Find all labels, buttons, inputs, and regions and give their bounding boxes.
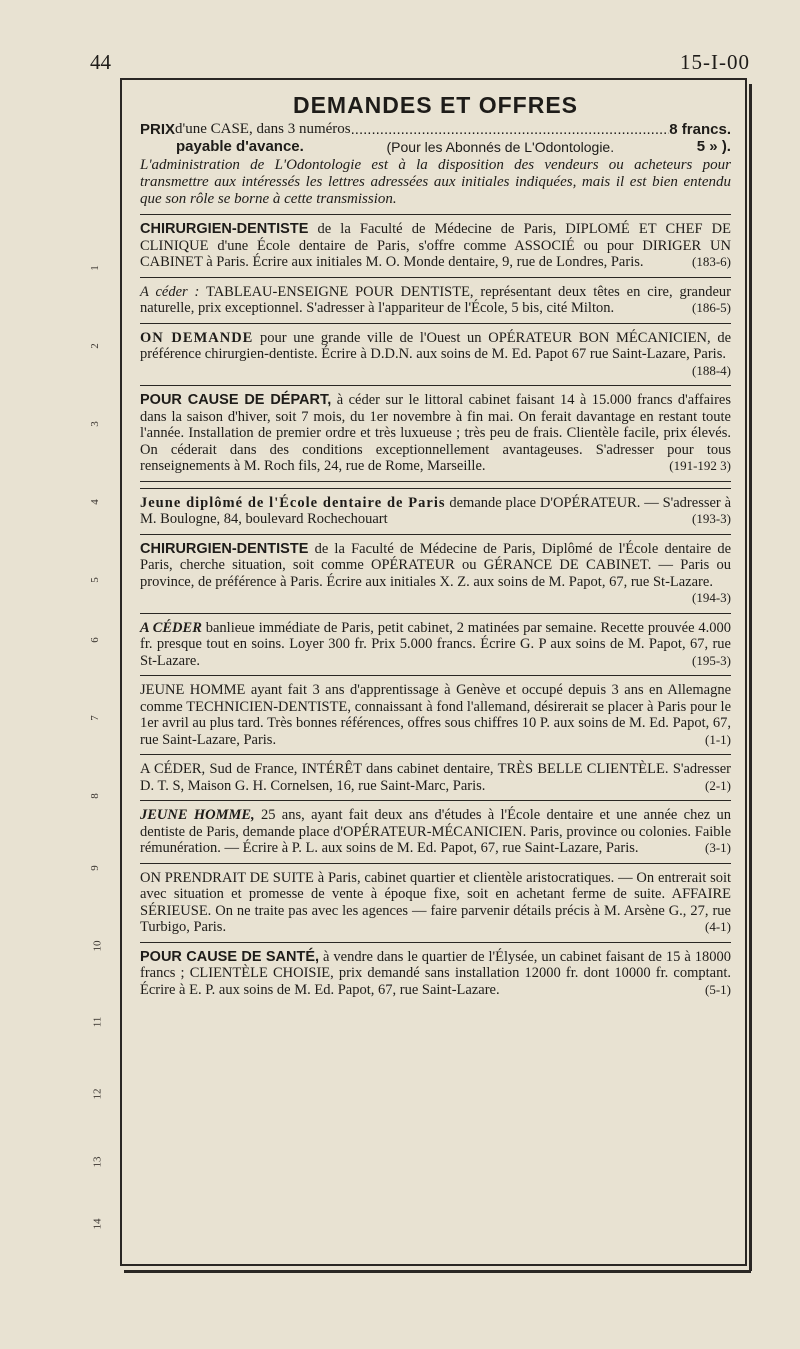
- ad-text: 25 ans, ayant fait deux ans d'études à l'École dentaire et une année chez un dentiste de Paris, demande place d'OPÉRATEUR-MÉCANICIEN. Paris, province ou colonies. Faible rémunération. — Écrire à P. L. aux soins de M. Ed. Papot, 67, rue Saint-Lazare, Paris.: [140, 807, 731, 856]
- ad-reference: (2-1): [705, 777, 731, 793]
- margin-number: 8: [88, 793, 101, 799]
- ad-lead: JEUNE HOMME,: [140, 807, 255, 823]
- margin-number: 11: [91, 1016, 104, 1028]
- price-label: PRIX: [140, 121, 176, 138]
- ad-reference: (195-3): [692, 652, 731, 668]
- ad-lead: CHIRURGIEN-DENTISTE: [140, 221, 309, 237]
- ad-text: ayant fait 3 ans d'apprentissage à Genève et occupé depuis 3 ans en Allemagne comme TECHNICIEN-DENTISTE, connaissant à fond l'allemand, désirerait se placer à Paris pour le 1er avril au plus tard. Très bonnes références, offres sous chiffres 10 P. aux soins de M. Ed. Papot, 67, rue Saint-Lazare, Paris.: [140, 682, 732, 748]
- subscriber-price-line: [140, 138, 731, 156]
- divider: [140, 675, 731, 676]
- frame-shadow: [124, 1270, 751, 1273]
- ad-text: Sud de France, INTÉRÊT dans cabinet dentaire, TRÈS BELLE CLIENTÈLE. S'adresser D. T. S, Maison G. H. Cornelsen, 16, rue Saint-Marc, Paris.: [140, 761, 731, 794]
- ad-entry: [140, 949, 731, 999]
- ad-entry: [140, 330, 731, 380]
- ad-lead: POUR CAUSE DE SANTÉ,: [140, 948, 320, 965]
- divider: [140, 488, 731, 489]
- ad-entry: [140, 807, 731, 857]
- margin-number: 1: [88, 265, 101, 271]
- ad-entry: [140, 284, 731, 317]
- payment-terms: payable d'avance.: [176, 138, 304, 155]
- ad-entry: [140, 761, 731, 794]
- ad-lead: ON DEMANDE: [140, 329, 254, 346]
- divider: [140, 754, 731, 755]
- ad-text: TABLEAU-ENSEIGNE POUR DENTISTE, représentant deux têtes en cire, grandeur naturelle, prix exceptionnel. S'adresser à l'appariteur de l'École, 5 bis, cité Milton.: [140, 283, 731, 316]
- ad-entry: [140, 541, 731, 607]
- margin-number: 14: [91, 1218, 104, 1230]
- page-number: 44: [90, 50, 111, 74]
- ad-entry: [140, 221, 731, 271]
- ad-text: à vendre dans le quartier de l'Élysée, un cabinet faisant de 15 à 18000 francs ; CLIENTÈLE CHOISIE, prix demandé sans installation 12000 fr. dont 10000 fr. comptant. Écrire à E. P. aux soins de M. Ed. Papot, 67, rue Saint-Lazare.: [140, 948, 731, 998]
- price-line: [140, 121, 731, 138]
- divider: [140, 277, 731, 278]
- divider: [140, 613, 731, 614]
- margin-number: 6: [88, 637, 101, 643]
- margin-number: 13: [91, 1156, 104, 1168]
- margin-number: 4: [88, 499, 101, 505]
- ad-entry: [140, 392, 731, 475]
- margin-number: 7: [88, 715, 101, 721]
- ad-reference: (3-1): [705, 840, 731, 855]
- ad-reference: (4-1): [705, 919, 731, 934]
- ad-reference: (191-192 3): [669, 458, 731, 473]
- ad-reference: (186-5): [692, 300, 731, 315]
- ad-lead: JEUNE HOMME: [140, 682, 246, 698]
- ad-text: à céder sur le littoral cabinet faisant 14 à 15.000 francs d'affaires dans la saison d'hiver, soit 7 mois, du 1er novembre à fin mai. On ferait davantage en restant toute l'année. Installation de premier ordre et très luxueuse ; très peu de frais. Clientèle facile, prix élevés. On céderait dans des conditions exceptionnellement avantageuses. S'adresser pour tous renseignements à M. Roch fils, 24, rue de Rome, Marseille.: [140, 392, 731, 474]
- ad-lead: ON PRENDRAIT DE SUITE: [140, 869, 314, 886]
- ad-entry: [140, 620, 731, 670]
- ad-lead: CHIRURGIEN-DENTISTE: [140, 540, 309, 557]
- divider: [140, 214, 731, 215]
- subscriber-note: (Pour les Abonnés de L'Odontologie.: [386, 139, 615, 155]
- ad-text: banlieue immédiate de Paris, petit cabinet, 2 matinées par semaine. Recette prouvée 4.000 fr. presque tout en soins. Loyer 300 fr. Prix 5.000 francs. Écrire G. P aux soins de M. Papot, 67, rue St-Lazare.: [140, 619, 732, 669]
- ad-lead: Jeune diplômé de l'École dentaire de Paris: [140, 494, 446, 511]
- price-dots: [351, 121, 670, 138]
- ad-entry: [140, 495, 731, 528]
- classifieds-frame: [120, 78, 747, 1266]
- ad-lead: A céder :: [140, 283, 200, 300]
- ad-text: à Paris, cabinet quartier et clientèle aristocratiques. — On entrerait soit avec situation et promesse de vente à époque fixe, soit en achetant ferme de suite. AFFAIRE SÉRIEUSE. On ne traite pas avec les agences — faire parvenir détails précis à M. Arsène G., 27, rue Turbigo, Paris.: [140, 869, 732, 935]
- section-title: DEMANDES ET OFFRES: [292, 92, 579, 118]
- ad-text: pour une grande ville de l'Ouest un OPÉRATEUR BON MÉCANICIEN, de préférence chirurgien-dentiste. Écrire à D.D.N. aux soins de M. Ed. Papot 67 rue Saint-Lazare, Paris.: [140, 329, 732, 362]
- issue-date: 15-I-00: [680, 50, 750, 74]
- margin-number: 9: [88, 865, 101, 871]
- ad-reference: (1-1): [705, 731, 731, 747]
- ad-text: de la Faculté de Médecine de Paris, Diplômé de l'École dentaire de Paris, cherche situation, soit comme OPÉRATEUR ou GÉRANCE DE CABINET. — Paris ou province, de préférence à Paris. Écrire aux initiales X. Z. aux soins de M. Papot, 67, rue St-Lazare.: [140, 540, 731, 590]
- ad-entry: [140, 682, 731, 748]
- margin-number: 5: [88, 577, 101, 583]
- margin-number: 12: [91, 1088, 104, 1100]
- subscriber-amount: 5 » ).: [696, 138, 731, 155]
- ad-reference: (188-4): [692, 362, 731, 378]
- margin-number: 2: [88, 343, 101, 349]
- ad-reference: (194-3): [692, 590, 731, 605]
- margin-number: 10: [91, 940, 104, 952]
- ad-reference: (193-3): [692, 511, 731, 526]
- ad-lead: POUR CAUSE DE DÉPART,: [140, 392, 332, 408]
- price-text: d'une CASE, dans 3 numéros: [175, 121, 351, 137]
- intro-paragraph: L'administration de L'Odontologie est à la disposition des vendeurs ou acheteurs pour transmettre aux intéressés les lettres adressées aux initiales indiquées, mais il est bien entendu que son rôle se borne à cette transmission.: [140, 157, 731, 207]
- divider: [140, 385, 731, 386]
- divider: [140, 481, 731, 482]
- ad-lead: A CÉDER,: [140, 761, 206, 777]
- ad-lead: A CÉDER: [140, 619, 202, 636]
- ad-text: de la Faculté de Médecine de Paris, DIPLOMÉ ET CHEF DE CLINIQUE d'une École dentaire de Paris, s'offre comme ASSOCIÉ ou pour DIRIGER UN CABINET à Paris. Écrire aux initiales M. O. Monde dentaire, 9, rue de Londres, Paris.: [140, 221, 731, 270]
- margin-number: 3: [88, 421, 101, 427]
- divider: [140, 863, 731, 864]
- ad-reference: (183-6): [692, 254, 731, 269]
- ad-reference: (5-1): [705, 981, 731, 997]
- divider: [140, 942, 731, 943]
- ad-entry: [140, 870, 731, 936]
- divider: [140, 323, 731, 324]
- divider: [140, 534, 731, 535]
- ad-text: demande place D'OPÉRATEUR. — S'adresser à M. Boulogne, 84, boulevard Rochechouart: [140, 494, 732, 527]
- price-amount: 8 francs.: [669, 121, 731, 138]
- divider: [140, 800, 731, 801]
